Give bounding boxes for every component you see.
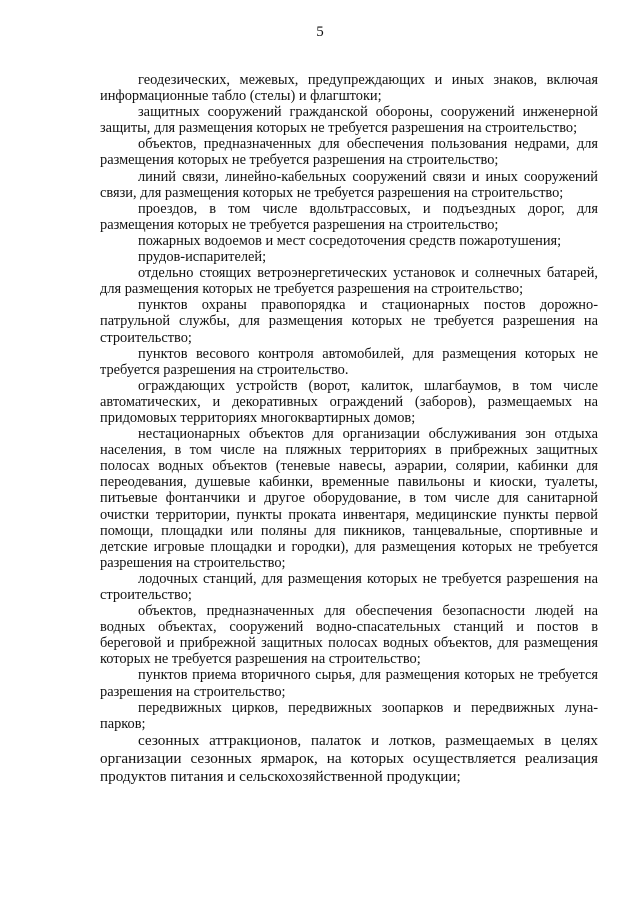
paragraph-mobile-circuses: передвижных цирков, передвижных зоопарков и передвижных луна-парков; <box>100 699 598 732</box>
paragraph-recycling-points: пунктов приема вторичного сырья, для размещения которых не требуется разрешения на строительство; <box>100 667 598 700</box>
paragraph-subsoil-use: объектов, предназначенных для обеспечения пользования недрами, для размещения которых не требуется разрешения на строительство; <box>100 136 598 169</box>
paragraph-geodetic-signs: геодезических, межевых, предупреждающих и иных знаков, включая информационные табло (стелы) и флагштоки; <box>100 72 598 105</box>
paragraph-civil-defense: защитных сооружений гражданской обороны, сооружений инженерной защиты, для размещения которых не требуется разрешения на строительство; <box>100 104 598 137</box>
paragraph-fencing: ограждающих устройств (ворот, калиток, шлагбаумов, в том числе автоматических, и декоративных ограждений (заборов), размещаемых на придомовых территориях многоквартирных домов; <box>100 377 598 426</box>
paragraph-fire-reservoirs: пожарных водоемов и мест сосредоточения средств пожаротушения; <box>138 232 562 249</box>
paragraph-weight-control: пунктов весового контроля автомобилей, для размещения которых не требуется разрешения на строительство. <box>100 345 598 378</box>
paragraph-wind-solar: отдельно стоящих ветроэнергетических установок и солнечных батарей, для размещения которых не требуется разрешения на строительство; <box>100 265 598 298</box>
paragraph-driveways: проездов, в том числе вдольтрассовых, и подъездных дорог, для размещения которых не требуется разрешения на строительство; <box>100 200 598 233</box>
paragraph-evaporation-ponds: прудов-испарителей; <box>138 249 267 266</box>
paragraph-police-posts: пунктов охраны правопорядка и стационарных постов дорожно-патрульной службы, для размещения которых не требуется разрешения на строительство; <box>100 297 598 346</box>
document-body <box>100 72 598 786</box>
paragraph-seasonal-attractions: сезонных аттракционов, палаток и лотков, размещаемых в целях организации сезонных ярмарок, на которых осуществляется реализация продуктов питания и сельскохозяйственной продукции; <box>100 731 598 785</box>
paragraph-communication-lines: линий связи, линейно-кабельных сооружений связи и иных сооружений связи, для размещения которых не требуется разрешения на строительство; <box>100 168 598 201</box>
page-number: 5 <box>316 24 324 40</box>
paragraph-water-safety: объектов, предназначенных для обеспечения безопасности людей на водных объектах, сооружений водно-спасательных станций и постов в береговой и прибрежной защитных полосах водных объектов, для размещения которых не требуется разрешения на строительство; <box>100 603 598 668</box>
paragraph-boat-stations: лодочных станций, для размещения которых не требуется разрешения на строительство; <box>100 570 598 603</box>
paragraph-recreation-objects: нестационарных объектов для организации обслуживания зон отдыха населения, в том числе на пляжных территориях в прибрежных защитных полосах водных объектов (теневые навесы, аэрарии, солярии, кабинки для переодевания, душевые кабинки, временные павильоны и киоски, туалеты, питьевые фонтанчики и другое оборудование, в том числе для санитарной очистки территории, пункты проката инвентаря, медицинские пункты первой помощи, площадки или поляны для пикников, танцевальные, спортивные и детские игровые площадки и городки), для размещения которых не требуется разрешения на строительство; <box>100 426 598 571</box>
